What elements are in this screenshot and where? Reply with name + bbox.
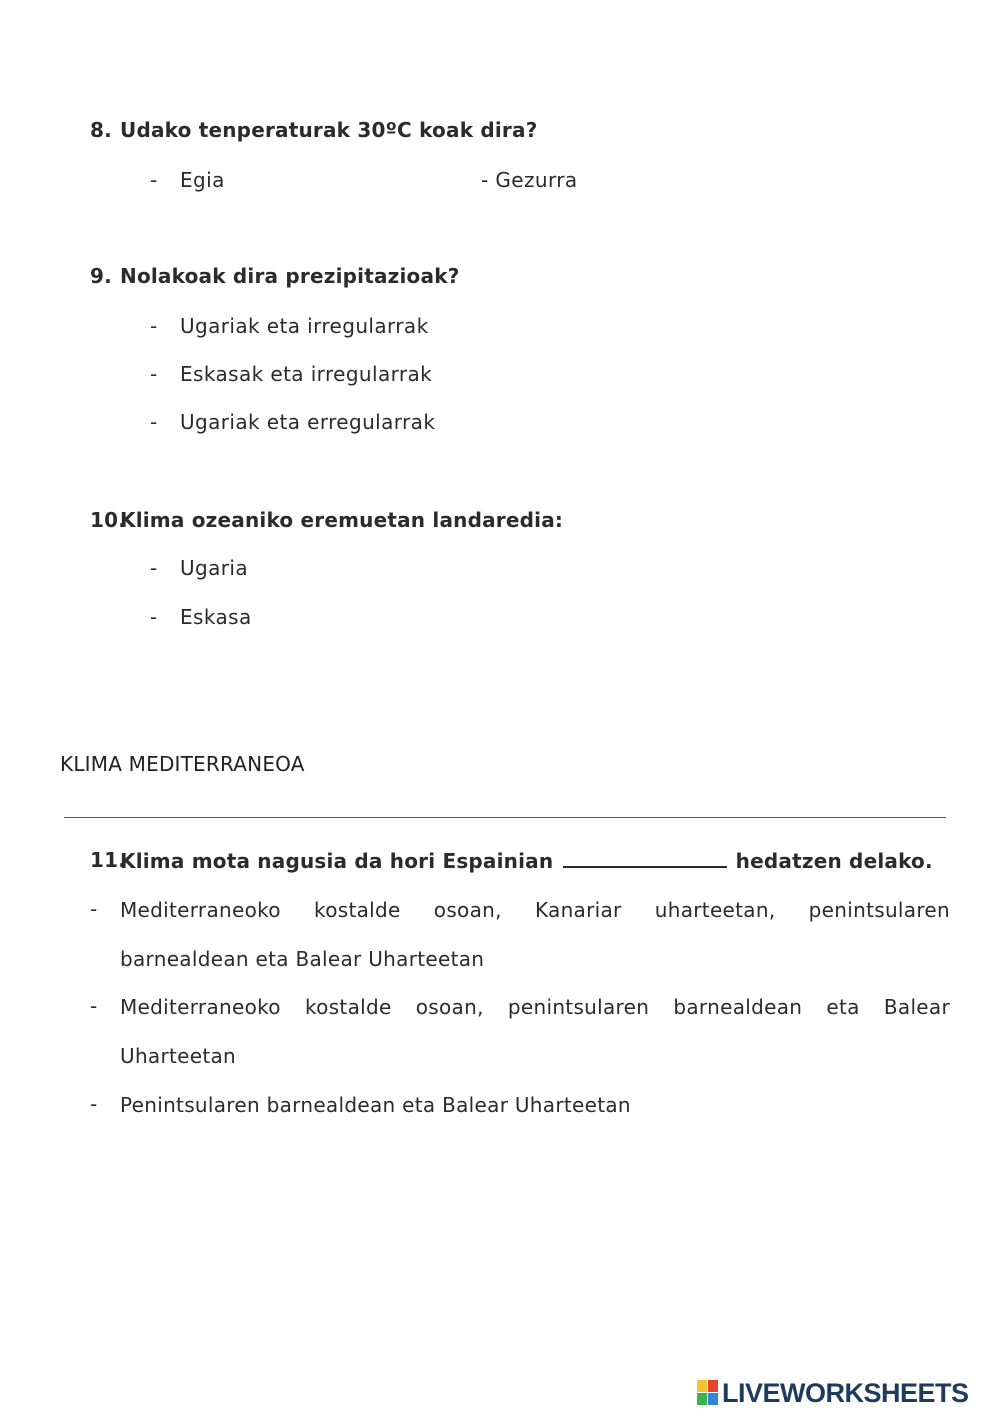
section-divider [64,817,946,818]
option-label: Eskasa [180,605,252,629]
option-label: Egia [180,168,225,192]
option-ugaria[interactable] [150,556,249,580]
option-label: Eskasak eta irregularrak [180,362,433,386]
option-q11-b[interactable]: Mediterraneoko kostalde osoan, penintsularen barnealdean eta Balear Uharteetan [120,995,950,1068]
option-q11-a[interactable]: Mediterraneoko kostalde osoan, Kanariar uharteetan, penintsularen barnealdean eta Balear Uharteetan [120,898,950,971]
dash-marker: - [90,994,98,1018]
option-ugariak-irregularrak[interactable] [150,314,429,338]
question-number: 10. [90,508,127,532]
liveworksheets-logo-icon [697,1380,719,1406]
dash-marker: - [150,362,158,386]
dash-marker: - [150,168,158,192]
question-text: Nolakoak dira prezipitazioak? [120,264,460,288]
answer-blank[interactable] [563,848,727,868]
option-ugariak-erregularrak[interactable] [150,410,436,434]
question-text-before: Klima mota nagusia da hori Espainian [120,849,554,873]
option-eskasa[interactable] [150,605,252,629]
dash-marker: - [150,556,158,580]
dash-marker: - [150,314,158,338]
question-text-after: hedatzen delako. [735,849,933,873]
logo-text: LIVEWORKSHEETS [722,1377,969,1408]
question-text: Udako tenperaturak 30ºC koak dira? [120,118,538,142]
question-number: 8. [90,118,112,142]
question-text [120,848,933,873]
option-gezurra[interactable]: - Gezurra [481,168,578,192]
option-eskasak-irregularrak[interactable] [150,362,433,386]
question-number: 11. [90,848,127,872]
section-title: KLIMA MEDITERRANEOA [60,752,305,776]
option-q11-c[interactable]: Penintsularen barnealdean eta Balear Uharteetan [120,1093,631,1117]
option-label: Ugariak eta irregularrak [180,314,429,338]
dash-marker: - [150,605,158,629]
option-egia[interactable] [150,168,225,192]
dash-marker: - [90,1092,98,1116]
option-label: Ugariak eta erregularrak [180,410,436,434]
dash-marker: - [150,410,158,434]
liveworksheets-logo [697,1378,969,1408]
dash-marker: - [90,897,98,921]
question-text: Klima ozeaniko eremuetan landaredia: [120,508,564,532]
option-label: Ugaria [180,556,249,580]
question-number: 9. [90,264,112,288]
